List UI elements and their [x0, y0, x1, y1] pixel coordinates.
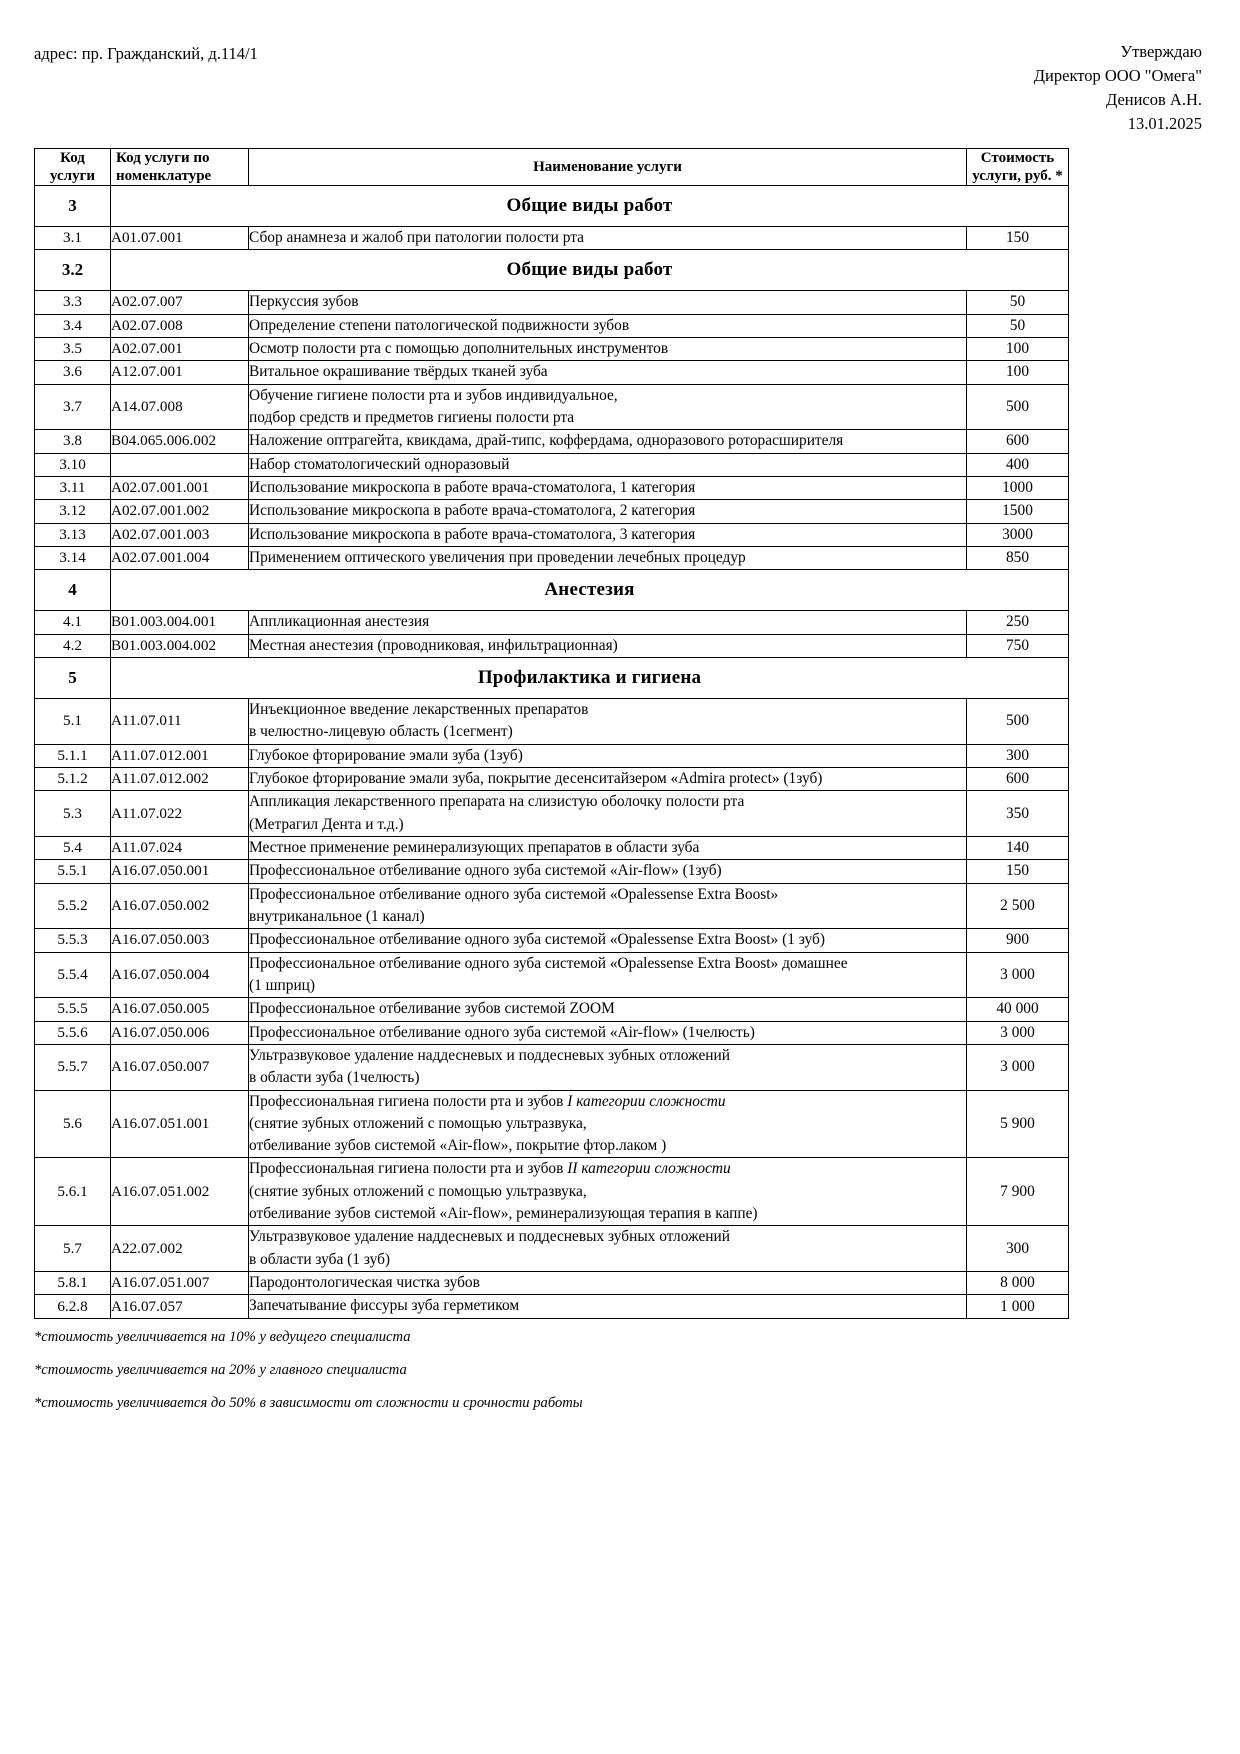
nomenclature-code: A11.07.011: [111, 698, 249, 744]
approval-line-2: Директор ООО "Омега": [1033, 65, 1202, 85]
service-code: 5.8.1: [35, 1272, 111, 1295]
service-price: 2 500: [967, 883, 1069, 929]
col-header-nomenclature-code-line2: номенклатуре: [116, 168, 212, 184]
service-name: [249, 767, 967, 790]
service-price: 50: [967, 291, 1069, 314]
service-code: 5.5.3: [35, 929, 111, 952]
col-header-service-code-line2: услуги: [49, 168, 96, 184]
service-name-line: Обучение гигиене полости рта и зубов индивидуальное,: [249, 386, 618, 404]
service-name-line: Профессиональная гигиена полости рта и зубов I категории сложности: [249, 1092, 726, 1110]
service-code: 3.11: [35, 476, 111, 499]
service-name-line: отбеливание зубов системой «Air-flow», покрытие фтор.лаком ): [249, 1137, 667, 1155]
service-name: [249, 227, 967, 250]
service-price: 500: [967, 384, 1069, 430]
service-name-line: отбеливание зубов системой «Air-flow», реминерализующая терапия в каппе): [249, 1205, 758, 1223]
service-name: [249, 929, 967, 952]
service-name-line: Пародонтологическая чистка зубов: [249, 1274, 480, 1292]
service-code: 3.13: [35, 523, 111, 546]
service-price: 600: [967, 430, 1069, 453]
service-name-line: в области зуба (1 зуб): [249, 1250, 391, 1268]
table-row: [35, 998, 1069, 1021]
table-row: [35, 546, 1069, 569]
service-code: 3.14: [35, 546, 111, 569]
service-name: [249, 476, 967, 499]
service-price: 3 000: [967, 952, 1069, 998]
nomenclature-code: A02.07.001.003: [111, 523, 249, 546]
service-name-line: Осмотр полости рта с помощью дополнительных инструментов: [249, 339, 669, 357]
service-code: 5.5.2: [35, 883, 111, 929]
section-code: 3: [35, 186, 111, 227]
service-code: 3.4: [35, 314, 111, 337]
table-row: [35, 500, 1069, 523]
service-name: [249, 1272, 967, 1295]
price-table-wrapper: [34, 148, 1068, 1319]
service-price: 7 900: [967, 1158, 1069, 1226]
service-name: [249, 611, 967, 634]
service-price: 900: [967, 929, 1069, 952]
footnote: *стоимость увеличивается на 10% у ведущего специалиста: [34, 1329, 411, 1345]
table-row: [35, 523, 1069, 546]
service-name-line: Местная анестезия (проводниковая, инфильтрационная): [249, 636, 618, 654]
nomenclature-code: A16.07.050.004: [111, 952, 249, 998]
nomenclature-code: A11.07.022: [111, 791, 249, 837]
table-row: [35, 1158, 1069, 1226]
service-code: 5.5.7: [35, 1044, 111, 1090]
service-name-line: Профессиональное отбеливание одного зуба системой «Opalessense Extra Boost» (1 зуб): [249, 931, 825, 949]
service-name-line: Профессиональное отбеливание одного зуба системой «Opalessense Extra Boost»: [249, 885, 779, 903]
table-row: [35, 1044, 1069, 1090]
service-name-line: Перкуссия зубов: [249, 293, 359, 311]
nomenclature-code: A11.07.012.002: [111, 767, 249, 790]
service-name: [249, 634, 967, 657]
nomenclature-code: A11.07.012.001: [111, 744, 249, 767]
service-name-line: Определение степени патологической подвижности зубов: [249, 316, 630, 334]
service-name-line: Профессиональное отбеливание зубов системой ZOOM: [249, 1000, 615, 1018]
nomenclature-code: A16.07.051.002: [111, 1158, 249, 1226]
col-header-price-line1: Стоимость: [980, 150, 1055, 166]
service-name: [249, 384, 967, 430]
footnote: *стоимость увеличивается до 50% в зависимости от сложности и срочности работы: [34, 1395, 583, 1412]
nomenclature-code: A22.07.002: [111, 1226, 249, 1272]
service-name: [249, 1295, 967, 1318]
service-name-line: Использование микроскопа в работе врача-стоматолога, 1 категория: [249, 478, 696, 496]
service-name-line: Ультразвуковое удаление наддесневых и поддесневых зубных отложений: [249, 1046, 731, 1064]
table-row: [35, 860, 1069, 883]
nomenclature-code: A02.07.001.002: [111, 500, 249, 523]
table-row: [35, 791, 1069, 837]
price-table: [34, 148, 1069, 1319]
table-row: [35, 1021, 1069, 1044]
section-title: Анестезия: [111, 570, 1069, 611]
nomenclature-code: B01.003.004.001: [111, 611, 249, 634]
service-name-line: Запечатывание фиссуры зуба герметиком: [249, 1297, 520, 1315]
table-row: [35, 1090, 1069, 1158]
service-name-line: Глубокое фторирование эмали зуба, покрытие десенситайзером «Admira protect» (1зуб): [249, 769, 823, 787]
service-name-line: в области зуба (1челюсть): [249, 1069, 420, 1087]
table-row: [35, 291, 1069, 314]
service-code: 5.3: [35, 791, 111, 837]
service-name-line: в челюстно-лицевую область (1сегмент): [249, 723, 513, 741]
table-row: [35, 767, 1069, 790]
clinic-address: адрес: пр. Гражданский, д.114/1: [34, 44, 258, 63]
price-table-body: [35, 186, 1069, 1319]
service-code: 3.3: [35, 291, 111, 314]
service-name: [249, 523, 967, 546]
nomenclature-code: A02.07.001.004: [111, 546, 249, 569]
service-price: 300: [967, 744, 1069, 767]
table-header-row: [35, 149, 1069, 186]
service-price: 1 000: [967, 1295, 1069, 1318]
service-code: 5.1: [35, 698, 111, 744]
service-price: 3000: [967, 523, 1069, 546]
service-code: 3.1: [35, 227, 111, 250]
service-name: [249, 453, 967, 476]
service-name: [249, 361, 967, 384]
approval-block: [1034, 40, 1202, 136]
service-price: 100: [967, 361, 1069, 384]
service-price: 150: [967, 227, 1069, 250]
table-row: [35, 1272, 1069, 1295]
section-code: 5: [35, 657, 111, 698]
service-name: [249, 952, 967, 998]
footnotes: [34, 1329, 1134, 1428]
service-code: 5.5.4: [35, 952, 111, 998]
service-name-line: Профессиональное отбеливание одного зуба системой «Air-flow» (1зуб): [249, 862, 722, 880]
table-row: [35, 1295, 1069, 1318]
service-name: [249, 1158, 967, 1226]
service-price: 400: [967, 453, 1069, 476]
table-row: [35, 634, 1069, 657]
service-code: 5.6: [35, 1090, 111, 1158]
col-header-nomenclature-code: [111, 149, 249, 186]
service-price: 300: [967, 1226, 1069, 1272]
nomenclature-code: A16.07.051.001: [111, 1090, 249, 1158]
service-name: [249, 430, 967, 453]
nomenclature-code: A02.07.001: [111, 337, 249, 360]
service-code: 3.6: [35, 361, 111, 384]
service-name: [249, 337, 967, 360]
service-name: [249, 314, 967, 337]
nomenclature-code: A16.07.050.001: [111, 860, 249, 883]
service-name-line: подбор средств и предметов гигиены полости рта: [249, 408, 575, 426]
nomenclature-code: A16.07.050.006: [111, 1021, 249, 1044]
service-name-line: Инъекционное введение лекарственных препаратов: [249, 700, 589, 718]
service-code: 5.4: [35, 836, 111, 859]
service-name-line: Ультразвуковое удаление наддесневых и поддесневых зубных отложений: [249, 1228, 731, 1246]
service-price: 8 000: [967, 1272, 1069, 1295]
table-row: [35, 929, 1069, 952]
nomenclature-code: A14.07.008: [111, 384, 249, 430]
table-row: [35, 453, 1069, 476]
service-name: [249, 860, 967, 883]
nomenclature-code: B01.003.004.002: [111, 634, 249, 657]
col-header-price-line2: услуги, руб. *: [972, 168, 1063, 184]
service-name: [249, 698, 967, 744]
service-price: 5 900: [967, 1090, 1069, 1158]
service-code: 3.5: [35, 337, 111, 360]
table-row: [35, 952, 1069, 998]
service-code: 5.6.1: [35, 1158, 111, 1226]
table-row: [35, 361, 1069, 384]
col-header-service-name: Наименование услуги: [249, 149, 967, 186]
nomenclature-code: A01.07.001: [111, 227, 249, 250]
service-name: [249, 1090, 967, 1158]
service-code: 5.7: [35, 1226, 111, 1272]
table-section-row: [35, 657, 1069, 698]
footnote: *стоимость увеличивается на 20% у главного специалиста: [34, 1362, 407, 1379]
service-price: 150: [967, 860, 1069, 883]
nomenclature-code: A11.07.024: [111, 836, 249, 859]
service-name-line: Набор стоматологический одноразовый: [249, 455, 510, 473]
service-name-line: (Метрагил Дента и т.д.): [249, 815, 404, 833]
service-name: [249, 291, 967, 314]
service-name: [249, 883, 967, 929]
service-code: 3.7: [35, 384, 111, 430]
service-name-line: Витальное окрашивание твёрдых тканей зуба: [249, 363, 548, 381]
nomenclature-code: A16.07.057: [111, 1295, 249, 1318]
table-row: [35, 611, 1069, 634]
section-title: Общие виды работ: [111, 186, 1069, 227]
service-price: 600: [967, 767, 1069, 790]
service-name-line: Аппликационная анестезия: [249, 613, 430, 631]
price-table-head: [35, 149, 1069, 186]
service-price: 100: [967, 337, 1069, 360]
service-price: 1000: [967, 476, 1069, 499]
service-name: [249, 1021, 967, 1044]
service-price: 40 000: [967, 998, 1069, 1021]
service-code: 3.8: [35, 430, 111, 453]
service-price: 500: [967, 698, 1069, 744]
table-row: [35, 744, 1069, 767]
service-name: [249, 836, 967, 859]
service-name-line: Профессиональная гигиена полости рта и зубов II категории сложности: [249, 1160, 731, 1178]
col-header-price: [967, 149, 1069, 186]
service-price: 350: [967, 791, 1069, 837]
approval-date: 13.01.2025: [1127, 113, 1202, 133]
table-section-row: [35, 186, 1069, 227]
service-name: [249, 998, 967, 1021]
service-name-line: Использование микроскопа в работе врача-стоматолога, 3 категория: [249, 525, 696, 543]
table-row: [35, 1226, 1069, 1272]
service-code: 5.5.5: [35, 998, 111, 1021]
service-price: 750: [967, 634, 1069, 657]
table-section-row: [35, 570, 1069, 611]
service-name-emphasis: II категории сложности: [567, 1160, 731, 1178]
nomenclature-code: A16.07.050.007: [111, 1044, 249, 1090]
service-name-line: Сбор анамнеза и жалоб при патологии полости рта: [249, 229, 584, 246]
document-header: [0, 0, 1240, 140]
service-name-line: (снятие зубных отложений с помощью ультразвука,: [249, 1182, 587, 1200]
approval-line-3: Денисов А.Н.: [1105, 89, 1202, 109]
service-name-line: Местное применение реминерализующих препаратов в области зуба: [249, 838, 700, 856]
service-price: 140: [967, 836, 1069, 859]
table-row: [35, 384, 1069, 430]
service-name-line: (1 шприц): [249, 976, 316, 994]
service-name-line: Профессиональное отбеливание одного зуба системой «Air-flow» (1челюсть): [249, 1023, 755, 1041]
service-price: 50: [967, 314, 1069, 337]
table-row: [35, 698, 1069, 744]
table-row: [35, 883, 1069, 929]
service-name-line: Глубокое фторирование эмали зуба (1зуб): [249, 746, 523, 764]
nomenclature-code: A16.07.051.007: [111, 1272, 249, 1295]
section-title: Профилактика и гигиена: [111, 657, 1069, 698]
service-code: 4.2: [35, 634, 111, 657]
service-code: 6.2.8: [35, 1295, 111, 1318]
section-code: 4: [35, 570, 111, 611]
service-name-line: Наложение оптрагейта, квикдама, драй-типс, коффердама, одноразового роторасширителя: [249, 432, 844, 450]
table-row: [35, 337, 1069, 360]
service-name-line: Аппликация лекарственного препарата на слизистую оболочку полости рта: [249, 793, 745, 811]
service-name-line: внутриканальное (1 канал): [249, 907, 425, 925]
service-name: [249, 500, 967, 523]
col-header-service-code: [35, 149, 111, 186]
nomenclature-code: A16.07.050.003: [111, 929, 249, 952]
table-section-row: [35, 250, 1069, 291]
service-price: 1500: [967, 500, 1069, 523]
section-code: 3.2: [35, 250, 111, 291]
service-price: 250: [967, 611, 1069, 634]
service-code: 5.1.2: [35, 767, 111, 790]
service-name: [249, 546, 967, 569]
nomenclature-code: B04.065.006.002: [111, 430, 249, 453]
service-code: 5.1.1: [35, 744, 111, 767]
table-row: [35, 476, 1069, 499]
col-header-nomenclature-code-line1: Код услуги по: [116, 150, 210, 166]
service-name: [249, 791, 967, 837]
service-name: [249, 744, 967, 767]
approval-line-1: Утверждаю: [1120, 42, 1202, 61]
table-row: [35, 314, 1069, 337]
section-title: Общие виды работ: [111, 250, 1069, 291]
nomenclature-code: A16.07.050.002: [111, 883, 249, 929]
service-code: 4.1: [35, 611, 111, 634]
service-code: 5.5.1: [35, 860, 111, 883]
service-name-line: Использование микроскопа в работе врача-стоматолога, 2 категория: [249, 502, 696, 520]
service-name-line: (снятие зубных отложений с помощью ультразвука,: [249, 1114, 587, 1132]
nomenclature-code: A02.07.007: [111, 291, 249, 314]
nomenclature-code: A12.07.001: [111, 361, 249, 384]
service-price: 3 000: [967, 1044, 1069, 1090]
service-name: [249, 1044, 967, 1090]
service-name-line: Применением оптического увеличения при проведении лечебных процедур: [249, 548, 746, 566]
table-row: [35, 836, 1069, 859]
nomenclature-code: A02.07.001.001: [111, 476, 249, 499]
service-name-emphasis: I категории сложности: [567, 1092, 726, 1110]
service-price: 850: [967, 546, 1069, 569]
service-code: 5.5.6: [35, 1021, 111, 1044]
table-row: [35, 430, 1069, 453]
table-row: [35, 227, 1069, 250]
service-price: 3 000: [967, 1021, 1069, 1044]
service-code: 3.12: [35, 500, 111, 523]
service-code: 3.10: [35, 453, 111, 476]
service-name-line: Профессиональное отбеливание одного зуба системой «Opalessense Extra Boost» домашнее: [249, 954, 848, 972]
nomenclature-code: [111, 453, 249, 476]
nomenclature-code: A02.07.008: [111, 314, 249, 337]
col-header-service-code-line1: Код: [60, 150, 85, 166]
service-name: [249, 1226, 967, 1272]
nomenclature-code: A16.07.050.005: [111, 998, 249, 1021]
